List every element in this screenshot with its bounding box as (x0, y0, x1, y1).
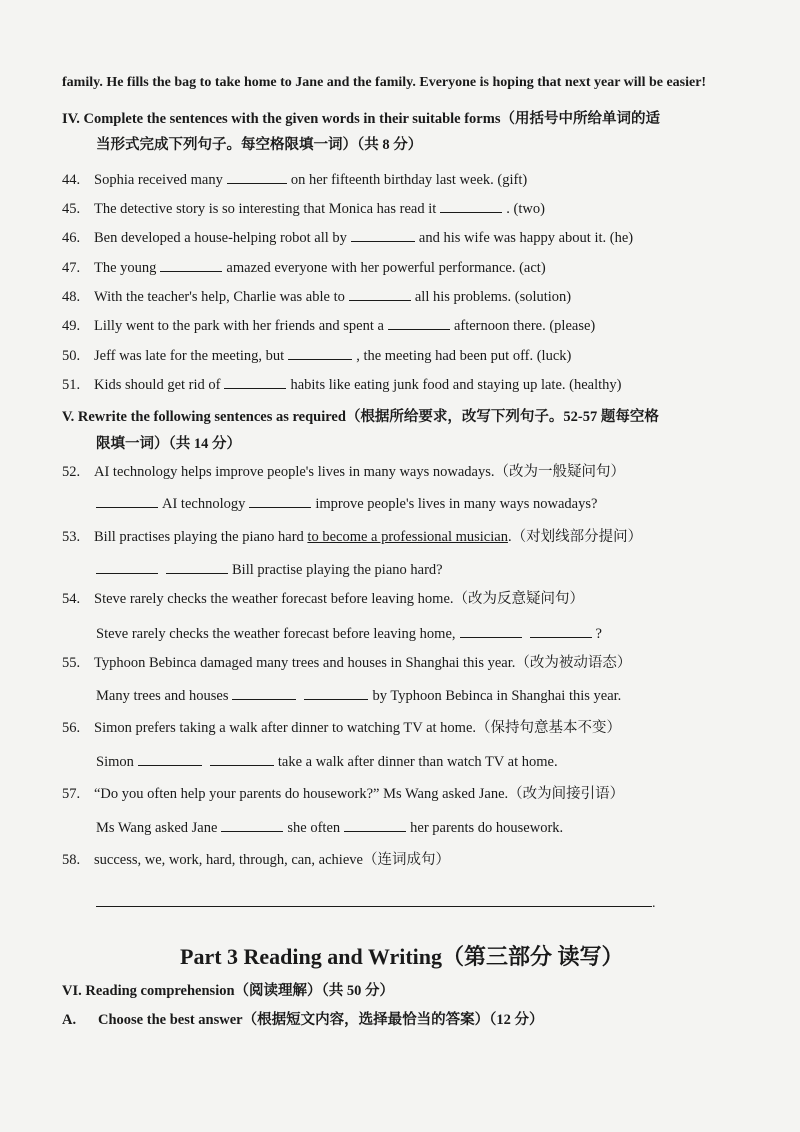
answer-blank[interactable] (288, 346, 352, 360)
answer-text: Ms Wang asked Jane (96, 820, 218, 836)
question-text: Simon prefers taking a walk after dinner to watching TV at home.（保持句意基本不变） (94, 720, 621, 736)
question-54-answer (96, 624, 602, 643)
answer-blank[interactable] (344, 818, 406, 832)
question-number: 57. (62, 786, 81, 802)
question-text: With the teacher's help, Charlie was able to (94, 289, 345, 305)
question-number: 49. (62, 318, 81, 334)
answer-text: AI technology (162, 496, 246, 512)
question-57 (62, 785, 624, 803)
section-v-title-zh: （根据所给要求，改写下列句子。52-57 题每空格 (345, 409, 659, 425)
question-number: 55. (62, 655, 81, 671)
question-text: all his problems. (solution) (414, 289, 572, 305)
question-46 (62, 228, 633, 247)
answer-blank[interactable] (440, 199, 502, 213)
question-text: The detective story is so interesting that Monica has read it (94, 201, 437, 217)
question-text: afternoon there. (please) (453, 318, 596, 334)
question-text: The young (94, 260, 157, 276)
question-55-answer (96, 686, 621, 705)
question-51 (62, 375, 621, 394)
question-number: 52. (62, 464, 81, 480)
answer-blank[interactable] (160, 258, 222, 272)
question-52 (62, 463, 625, 481)
question-text: , the meeting had been put off. (luck) (356, 348, 572, 364)
section-v-heading (62, 408, 659, 426)
question-text: .（对划线部分提问） (507, 529, 643, 545)
answer-text: improve people's lives in many ways nowadays? (315, 496, 598, 512)
question-number: 50. (62, 348, 81, 364)
answer-blank[interactable] (232, 686, 296, 700)
question-57-answer (96, 818, 563, 837)
answer-blank[interactable] (304, 686, 368, 700)
question-text: Lilly went to the park with her friends and spent a (94, 318, 384, 334)
question-text: Sophia received many (94, 172, 223, 188)
section-a-heading (62, 1011, 543, 1029)
section-v-heading-cont: 限填一词）（共 14 分） (96, 436, 241, 452)
question-50 (62, 346, 571, 365)
answer-text: Simon (96, 754, 134, 770)
section-v-title-en: V. Rewrite the following sentences as required (62, 409, 346, 425)
question-number: 56. (62, 720, 81, 736)
question-text: on her fifteenth birthday last week. (gift) (290, 172, 528, 188)
answer-text: take a walk after dinner than watch TV at home. (277, 754, 558, 770)
question-54 (62, 590, 584, 608)
answer-blank[interactable] (249, 494, 311, 508)
answer-text: she often (287, 820, 341, 836)
answer-text: her parents do housework. (410, 820, 564, 836)
question-text: “Do you often help your parents do housework?” Ms Wang asked Jane.（改为间接引语） (94, 786, 625, 802)
question-text: AI technology helps improve people's lives in many ways nowadays.（改为一般疑问句） (94, 464, 625, 480)
answer-blank[interactable] (460, 624, 522, 638)
question-text: . (two) (506, 201, 545, 217)
question-47 (62, 258, 546, 277)
answer-blank[interactable] (388, 316, 450, 330)
question-number: 51. (62, 377, 81, 393)
question-number: 48. (62, 289, 81, 305)
answer-text: ? (595, 626, 602, 642)
question-text: success, we, work, hard, through, can, achieve（连词成句） (94, 852, 450, 868)
question-text: Kids should get rid of (94, 377, 221, 393)
question-number: 47. (62, 260, 81, 276)
answer-blank[interactable] (138, 752, 202, 766)
answer-blank[interactable] (221, 818, 283, 832)
question-number: 54. (62, 591, 81, 607)
question-number: 45. (62, 201, 81, 217)
question-53 (62, 528, 642, 546)
underlined-phrase: to become a professional musician (307, 529, 508, 545)
answer-line-end-dot: . (652, 896, 656, 911)
section-vi-heading: VI. Reading comprehension（阅读理解）（共 50 分） (62, 983, 395, 999)
question-text: amazed everyone with her powerful performance. (act) (226, 260, 546, 276)
question-text: Steve rarely checks the weather forecast before leaving home.（改为反意疑问句） (94, 591, 585, 607)
question-text: Bill practises playing the piano hard (94, 529, 308, 545)
question-text: Ben developed a house-helping robot all by (94, 230, 347, 246)
answer-blank[interactable] (227, 170, 287, 184)
answer-blank[interactable] (349, 287, 411, 301)
question-52-answer (96, 494, 597, 513)
question-text: Typhoon Bebinca damaged many trees and houses in Shanghai this year.（改为被动语态） (94, 655, 632, 671)
answer-text: Steve rarely checks the weather forecast before leaving home, (96, 626, 456, 642)
answer-blank[interactable] (210, 752, 274, 766)
part-3-title: Part 3 Reading and Writing（第三部分 读写） (180, 944, 624, 969)
question-56-answer (96, 752, 558, 771)
question-number: 44. (62, 172, 81, 188)
section-iv-title-zh: （用括号中所给单词的适 (500, 111, 660, 127)
answer-blank[interactable] (166, 560, 228, 574)
question-text: and his wife was happy about it. (he) (418, 230, 634, 246)
question-48 (62, 287, 571, 306)
question-text: habits like eating junk food and staying up late. (healthy) (290, 377, 622, 393)
question-49 (62, 316, 595, 335)
answer-blank[interactable] (96, 560, 158, 574)
answer-writing-line[interactable] (96, 906, 652, 907)
answer-blank[interactable] (224, 375, 286, 389)
answer-blank[interactable] (530, 624, 592, 638)
question-number: 53. (62, 529, 81, 545)
answer-text: Many trees and houses (96, 688, 229, 704)
section-iv-heading (62, 110, 660, 128)
section-iv-heading-cont: 当形式完成下列句子。每空格限填一词）（共 8 分） (96, 137, 423, 153)
section-iv-title-en: IV. Complete the sentences with the given words in their suitable forms (62, 111, 501, 127)
answer-blank[interactable] (96, 494, 158, 508)
question-55 (62, 654, 631, 672)
section-a-label: A. (62, 1012, 77, 1028)
continued-text-line: family. He fills the bag to take home to Jane and the family. Everyone is hoping that next year will be easier! (62, 75, 707, 90)
question-text: Jeff was late for the meeting, but (94, 348, 285, 364)
question-number: 58. (62, 852, 81, 868)
question-44 (62, 170, 527, 189)
answer-blank[interactable] (351, 228, 415, 242)
section-a-title: Choose the best answer（根据短文内容，选择最恰当的答案）（12 分） (98, 1012, 544, 1028)
question-58 (62, 851, 450, 869)
answer-text: Bill practise playing the piano hard? (232, 562, 443, 578)
answer-text: by Typhoon Bebinca in Shanghai this year. (372, 688, 622, 704)
question-56 (62, 719, 621, 737)
question-number: 46. (62, 230, 81, 246)
question-45 (62, 199, 545, 218)
question-53-answer (96, 560, 443, 579)
